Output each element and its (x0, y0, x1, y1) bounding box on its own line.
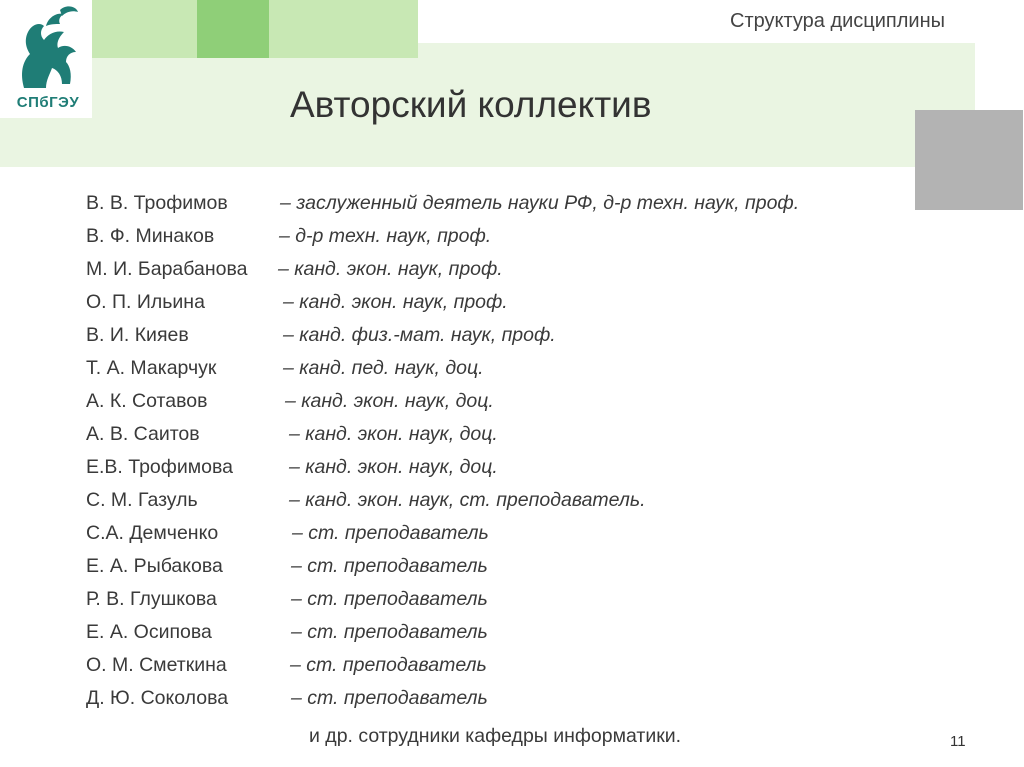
author-title: – канд. пед. наук, доц. (283, 357, 484, 379)
author-name: О. М. Сметкина (86, 654, 227, 676)
author-row (86, 555, 936, 588)
author-name: Е. А. Осипова (86, 621, 212, 643)
author-row (86, 324, 936, 357)
author-row (86, 588, 936, 621)
griffin-icon (6, 4, 86, 94)
author-title: – ст. преподаватель (290, 654, 487, 676)
author-row (86, 621, 936, 654)
author-row (86, 225, 936, 258)
author-name: С. М. Газуль (86, 489, 198, 511)
author-title: – канд. экон. наук, доц. (289, 456, 498, 478)
author-title: – канд. экон. наук, проф. (283, 291, 508, 313)
author-row (86, 489, 936, 522)
page-title: Авторский коллектив (290, 84, 652, 125)
author-row (86, 357, 936, 390)
decor-block-green (197, 0, 269, 58)
author-title: – заслуженный деятель науки РФ, д-р техн. наук, проф. (280, 192, 800, 214)
author-name: Д. Ю. Соколова (86, 687, 229, 709)
author-row (86, 192, 936, 225)
author-title: – канд. экон. наук, доц. (285, 390, 494, 412)
author-row (86, 291, 936, 324)
author-title: – канд. физ.-мат. наук, проф. (283, 324, 556, 346)
author-name: А. В. Саитов (86, 423, 200, 445)
logo-text: СПбГЭУ (16, 94, 80, 111)
author-list (86, 192, 936, 720)
author-row (86, 423, 936, 456)
author-name: В. Ф. Минаков (86, 225, 215, 247)
author-title: – канд. экон. наук, ст. преподаватель. (289, 489, 646, 511)
author-name: Е.В. Трофимова (86, 456, 233, 478)
author-row (86, 654, 936, 687)
author-name: С.А. Демченко (86, 522, 219, 544)
author-title: – канд. экон. наук, доц. (289, 423, 498, 445)
author-row (86, 687, 936, 720)
author-row (86, 522, 936, 555)
section-title: Структура дисциплины (730, 10, 945, 32)
author-name: О. П. Ильина (86, 291, 205, 313)
author-title: – д-р техн. наук, проф. (279, 225, 492, 247)
author-name: Р. В. Глушкова (86, 588, 217, 610)
author-title: – ст. преподаватель (291, 621, 488, 643)
author-name: М. И. Барабанова (86, 258, 248, 280)
author-row (86, 456, 936, 489)
author-title: – ст. преподаватель (291, 588, 488, 610)
author-name: А. К. Сотавов (86, 390, 208, 412)
author-name: Е. А. Рыбакова (86, 555, 223, 577)
author-title: – канд. экон. наук, проф. (278, 258, 503, 280)
university-logo (0, 0, 92, 118)
author-name: В. В. Трофимов (86, 192, 228, 214)
author-name: В. И. Кияев (86, 324, 189, 346)
author-row (86, 258, 936, 291)
author-title: – ст. преподаватель (292, 522, 489, 544)
author-title: – ст. преподаватель (291, 687, 488, 709)
page-number: 11 (950, 733, 966, 750)
footer-note: и др. сотрудники кафедры информатики. (309, 725, 682, 747)
author-name: Т. А. Макарчук (86, 357, 217, 379)
author-title: – ст. преподаватель (291, 555, 488, 577)
author-row (86, 390, 936, 423)
